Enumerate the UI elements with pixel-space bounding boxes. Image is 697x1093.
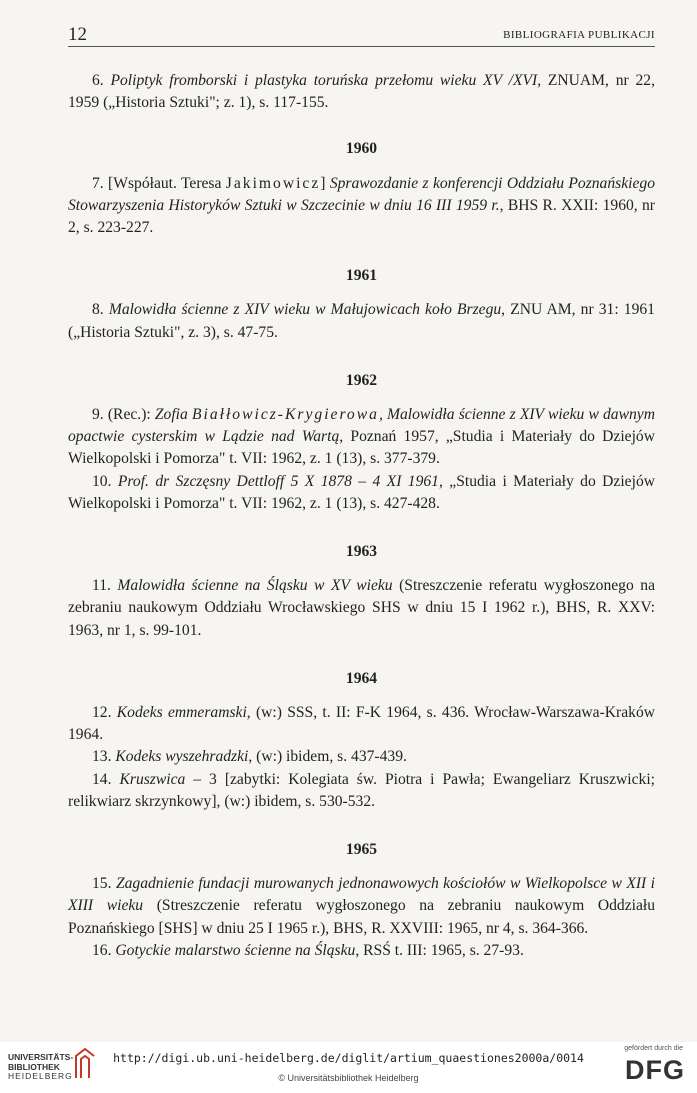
- year-heading-1962: 1962: [345, 371, 378, 389]
- entry-12: 12. Kodeks emmeramski, (w:) SSS, t. II: F-K 1964, s. 436. Wrocław-Warszawa-Kraków 1964.: [68, 704, 655, 744]
- page-content: [68, 70, 655, 962]
- year-heading-1960: 1960: [345, 140, 378, 158]
- entry-10: 10. Prof. dr Szczęsny Dettloff 5 X 1878 – 4 XI 1961, „Studia i Materiały do Dziejów Wielkopolski i Pomorza" t. VII: 1962, z. 1 (13), s. 427-428.: [68, 472, 655, 512]
- entry-8: 8. Malowidła ścienne z XIV wieku w Małujowicach koło Brzegu, ZNU AM, nr 31: 1961 („Historia Sztuki", z. 3), s. 47-75.: [68, 301, 655, 341]
- year-heading-1964: 1964: [345, 669, 378, 687]
- permalink-url[interactable]: http://digi.ub.uni-heidelberg.de/diglit/artium_quaestiones2000a/0014: [113, 1051, 584, 1065]
- page-header: [68, 24, 655, 47]
- entry-16: 16. Gotyckie malarstwo ścienne na Śląsku, RSŚ t. III: 1965, s. 27-93.: [92, 941, 524, 959]
- entry-14: 14. Kruszwica – 3 [zabytki: Kolegiata św. Piotra i Pawła; Ewangeliarz Kruszwicki; relikwiarz skrzynkowy], (w:) ibidem, s. 530-532.: [68, 770, 655, 810]
- year-heading-1965: 1965: [345, 841, 378, 859]
- entry-15: 15. Zagadnienie fundacji murowanych jednonawowych kościołów w Wielkopolsce w XII i XIII wieku (Streszczenie referatu wygłoszonego na zebraniu naukowym Oddziału Poznańskiego [SHS] w dniu 25 I 1965 r.), BHS, R. XXVIII: 1965, nr 4, s. 364-366.: [68, 875, 655, 937]
- entry-9: 9. (Rec.): Zofia Białłowicz-Krygierowa, Malowidła ścienne z XIV wieku w dawnym opactwie cysterskim w Lądzie nad Wartą, Poznań 1957, „Studia i Materiały do Dziejów Wielkopolski i Pomorza" t. VII: 1962, z. 1 (13), s. 377-379.: [68, 406, 655, 468]
- page-number: 12: [68, 24, 87, 45]
- digitization-footer: [0, 1042, 697, 1093]
- year-heading-1961: 1961: [345, 267, 378, 285]
- entry-6: 6. Poliptyk fromborski i plastyka toruńska przełomu wieku XV /XVI, ZNUAM, nr 22, 1959 („Historia Sztuki"; z. 1), s. 117-155.: [68, 72, 655, 112]
- funding-note: gefördert durch die: [624, 1045, 683, 1052]
- running-title: BIBLIOGRAFIA PUBLIKACJI: [503, 29, 655, 41]
- library-logo-text: UNIVERSITÄTS- BIBLIOTHEK HEIDELBERG: [8, 1052, 74, 1081]
- entry-13: 13. Kodeks wyszehradzki, (w:) ibidem, s. 437-439.: [92, 748, 407, 766]
- year-heading-1963: 1963: [345, 543, 378, 561]
- copyright-notice: © Universitätsbibliothek Heidelberg: [278, 1073, 419, 1083]
- dfg-logo: DFG: [625, 1055, 685, 1085]
- entry-7: 7. [Współaut. Teresa Jakimowicz] Sprawozdanie z konferencji Oddziału Poznańskiego Stowarzyszenia Historyków Sztuki w Szczecinie w dniu 16 III 1959 r., BHS R. XXII: 1960, nr 2, s. 223-227.: [68, 174, 655, 237]
- entry-11: 11. Malowidła ścienne na Śląsku w XV wieku (Streszczenie referatu wygłoszonego na zebraniu naukowym Oddziału Wrocławskiego SHS w dniu 15 I 1962 r.), BHS, R. XXV: 1963, nr 1, s. 99-101.: [68, 577, 655, 639]
